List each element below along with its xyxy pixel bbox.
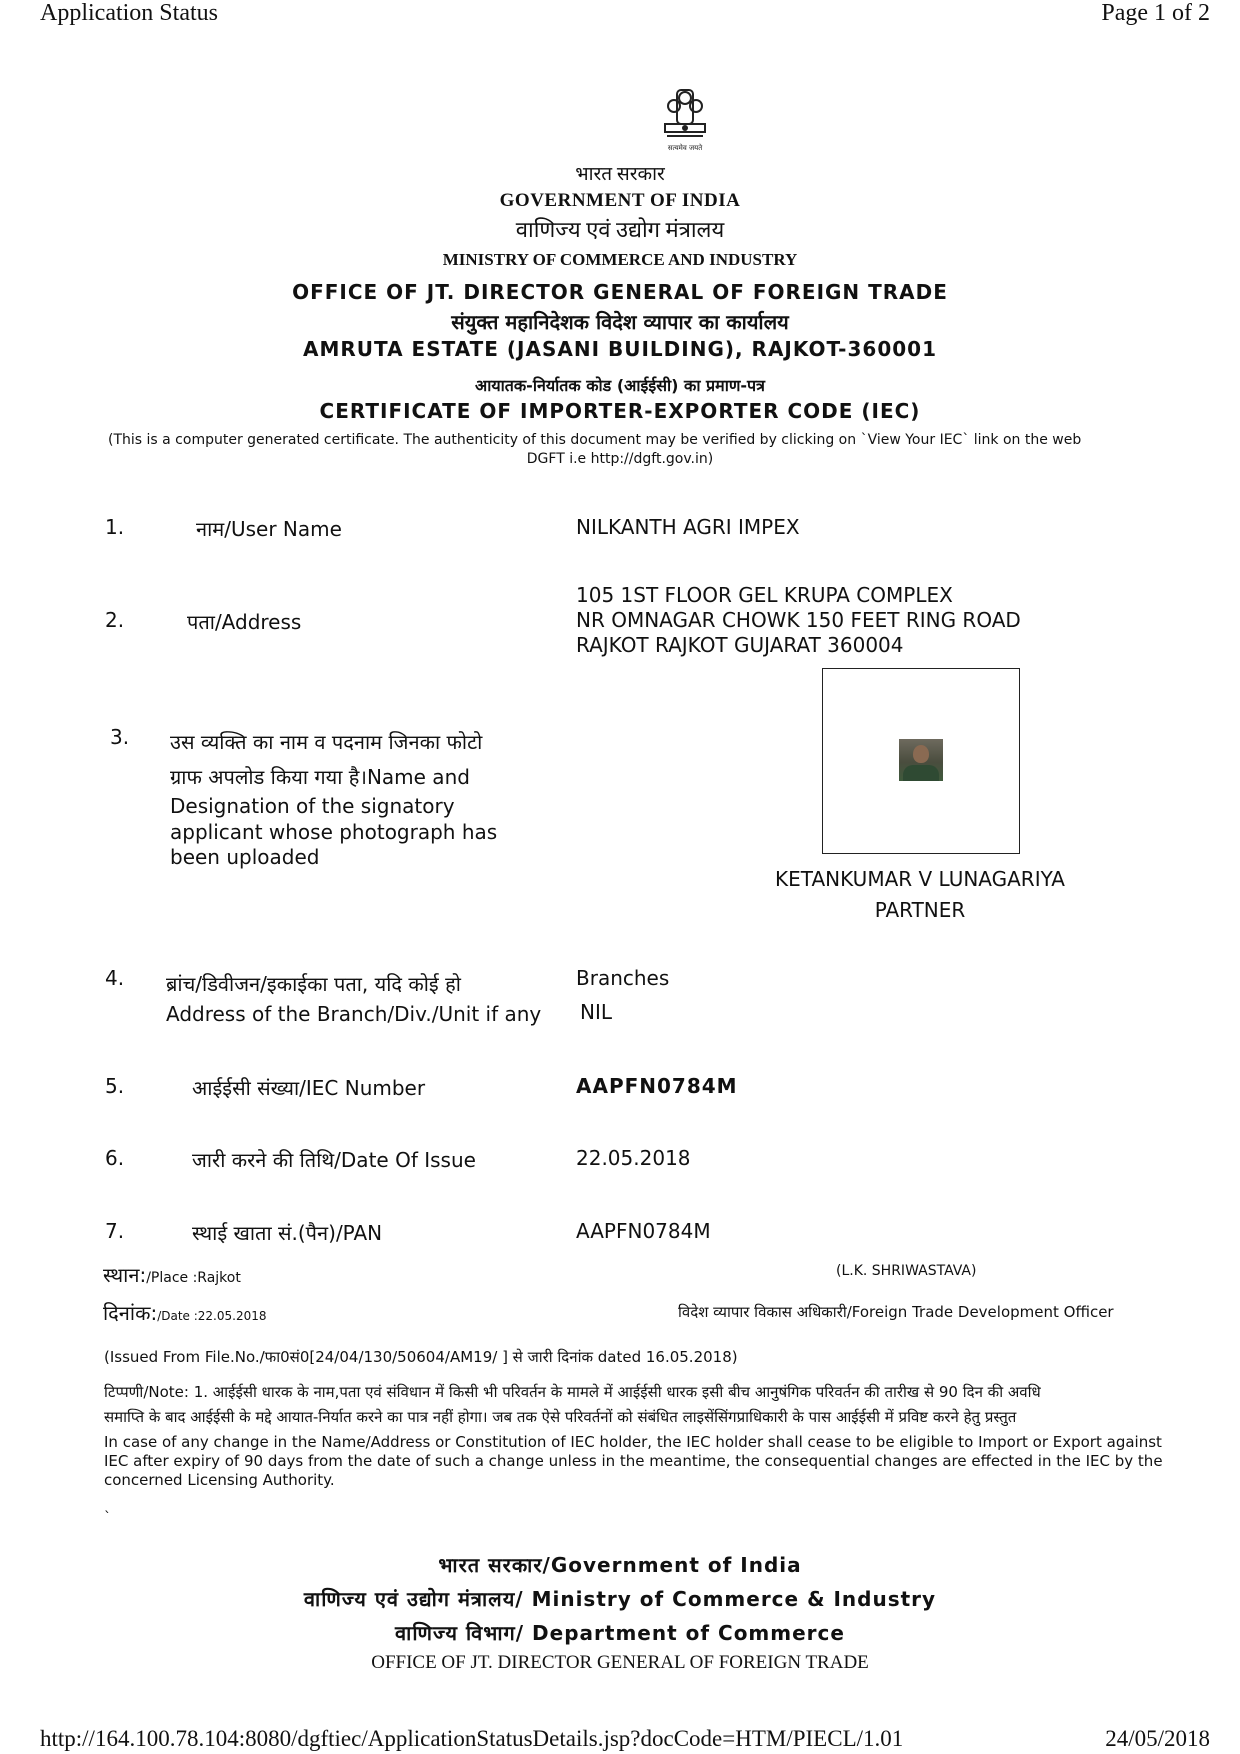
applicant-photo — [899, 739, 943, 781]
user-name-value: NILKANTH AGRI IMPEX — [576, 515, 800, 539]
field-1-number: 1. — [105, 515, 125, 539]
field-7-label: स्थाई खाता सं.(पैन)/PAN — [192, 1221, 383, 1245]
photograph-frame — [822, 668, 1020, 854]
gov-english: GOVERNMENT OF INDIA — [499, 190, 741, 211]
note-tick-mark: ` — [104, 1510, 111, 1526]
page-url: http://164.100.78.104:8080/dgftiec/ApplicationStatusDetails.jsp?docCode=HTM/PIECL/1.01 — [40, 1726, 904, 1751]
issued-from-file: (Issued From File.No./फा0सं0[24/04/130/50604/AM19/ ] से जारी दिनांक dated 16.05.2018) — [104, 1348, 738, 1366]
field-3-number: 3. — [110, 725, 130, 749]
branches-value: NIL — [580, 1000, 613, 1024]
address-line2: NR OMNAGAR CHOWK 150 FEET RING ROAD — [576, 608, 1021, 632]
office-hindi: संयुक्त महानिदेशक विदेश व्यापार का कार्यालय — [451, 310, 789, 334]
disclaimer-line2: DGFT i.e http://dgft.gov.in) — [526, 451, 714, 467]
footer-ministry: वाणिज्य एवं उद्योग मंत्रालय/ Ministry of Commerce & Industry — [303, 1587, 937, 1611]
page-title-header: Application Status — [40, 0, 218, 26]
field-3-label-line2: ग्राफ अपलोड किया गया है।Name and — [170, 765, 470, 789]
footer-department: वाणिज्य विभाग/ Department of Commerce — [395, 1621, 845, 1645]
note-english-line2: IEC after expiry of 90 days from the date of such a change unless in the meantime, the consequential changes are effected in the IEC by the — [104, 1452, 1163, 1470]
field-5-number: 5. — [105, 1074, 125, 1098]
iec-number-value: AAPFN0784M — [576, 1074, 738, 1098]
signatory-officer-name: (L.K. SHRIWASTAVA) — [836, 1263, 977, 1279]
print-date: 24/05/2018 — [1105, 1726, 1210, 1751]
field-4-label-line2: Address of the Branch/Div./Unit if any — [166, 1002, 542, 1026]
signatory-name: KETANKUMAR V LUNAGARIYA — [775, 867, 1065, 891]
signatory-designation: PARTNER — [874, 898, 966, 922]
office-address: AMRUTA ESTATE (JASANI BUILDING), RAJKOT-360001 — [303, 337, 937, 361]
field-2-label: पता/Address — [187, 610, 302, 634]
field-2-number: 2. — [105, 608, 125, 632]
national-emblem-icon — [655, 84, 715, 158]
field-4-number: 4. — [105, 966, 125, 990]
note-english-line3: concerned Licensing Authority. — [104, 1471, 335, 1489]
footer-government: भारत सरकार/Government of India — [438, 1553, 802, 1577]
date-value: /Date :22.05.2018 — [157, 1309, 267, 1323]
field-4-label-line1: ब्रांच/डिवीजन/इकाईका पता, यदि कोई हो — [166, 972, 461, 996]
date-hindi: दिनांक: — [103, 1301, 158, 1325]
signatory-officer-designation: विदेश व्यापार विकास अधिकारी/Foreign Trade Development Officer — [678, 1303, 1114, 1321]
certificate-title-english: CERTIFICATE OF IMPORTER-EXPORTER CODE (IEC) — [319, 399, 921, 423]
note-hindi-line1: टिप्पणी/Note: 1. आईईसी धारक के नाम,पता एवं संविधान में किसी भी परिवर्तन के मामले में आईईसी धारक इसी बीच आनुषंगिक परिवर्तन की तारीख से 90 दिन की अवधि — [104, 1383, 1041, 1401]
page-number: Page 1 of 2 — [1101, 0, 1210, 26]
emblem-motto: सत्यमेव जयते — [667, 144, 703, 152]
note-english-line1: In case of any change in the Name/Address or Constitution of IEC holder, the IEC holder shall cease to be eligible to Import or Export against — [104, 1433, 1162, 1451]
field-3-label-line1: उस व्यक्ति का नाम व पदनाम जिनका फोटो — [170, 730, 483, 754]
certificate-title-hindi: आयातक-निर्यातक कोड (आईईसी) का प्रमाण-पत्र — [475, 376, 765, 395]
field-6-label: जारी करने की तिथि/Date Of Issue — [192, 1148, 476, 1172]
field-3-label-line4: applicant whose photograph has — [170, 820, 498, 844]
field-3-label-line5: been uploaded — [170, 845, 320, 869]
address-line3: RAJKOT RAJKOT GUJARAT 360004 — [576, 633, 904, 657]
note-hindi-line2: समाप्ति के बाद आईईसी के मद्दे आयात-निर्यात करने का पात्र नहीं होगा। जब तक ऐसे परिवर्तनों को संबंधित लाइसेंसिंगप्राधिकारी के पास आईईसी में प्रविष्ट करने हेतु प्रस्तुत — [104, 1408, 1017, 1426]
field-7-number: 7. — [105, 1219, 125, 1243]
footer-office: OFFICE OF JT. DIRECTOR GENERAL OF FOREIGN TRADE — [371, 1652, 869, 1673]
place-row — [103, 1261, 241, 1288]
field-5-label: आईईसी संख्या/IEC Number — [192, 1076, 426, 1100]
ministry-hindi: वाणिज्य एवं उद्योग मंत्रालय — [515, 217, 725, 242]
field-1-label: नाम/User Name — [196, 517, 342, 541]
address-line1: 105 1ST FLOOR GEL KRUPA COMPLEX — [576, 583, 953, 607]
field-3-label-line3: Designation of the signatory — [170, 794, 455, 818]
pan-value: AAPFN0784M — [576, 1219, 711, 1243]
place-hindi: स्थान: — [103, 1263, 147, 1287]
date-of-issue-value: 22.05.2018 — [576, 1146, 691, 1170]
field-6-number: 6. — [105, 1146, 125, 1170]
branches-heading: Branches — [576, 966, 670, 990]
office-english: OFFICE OF JT. DIRECTOR GENERAL OF FOREIGN TRADE — [292, 280, 948, 304]
place-value: /Place :Rajkot — [146, 1270, 241, 1286]
ministry-english: MINISTRY OF COMMERCE AND INDUSTRY — [442, 250, 798, 269]
gov-hindi: भारत सरकार — [575, 164, 665, 185]
disclaimer-line1: (This is a computer generated certificate. The authenticity of this document may be verified by clicking on `View Your IEC` link on the web — [108, 432, 1082, 448]
date-row — [103, 1299, 266, 1326]
